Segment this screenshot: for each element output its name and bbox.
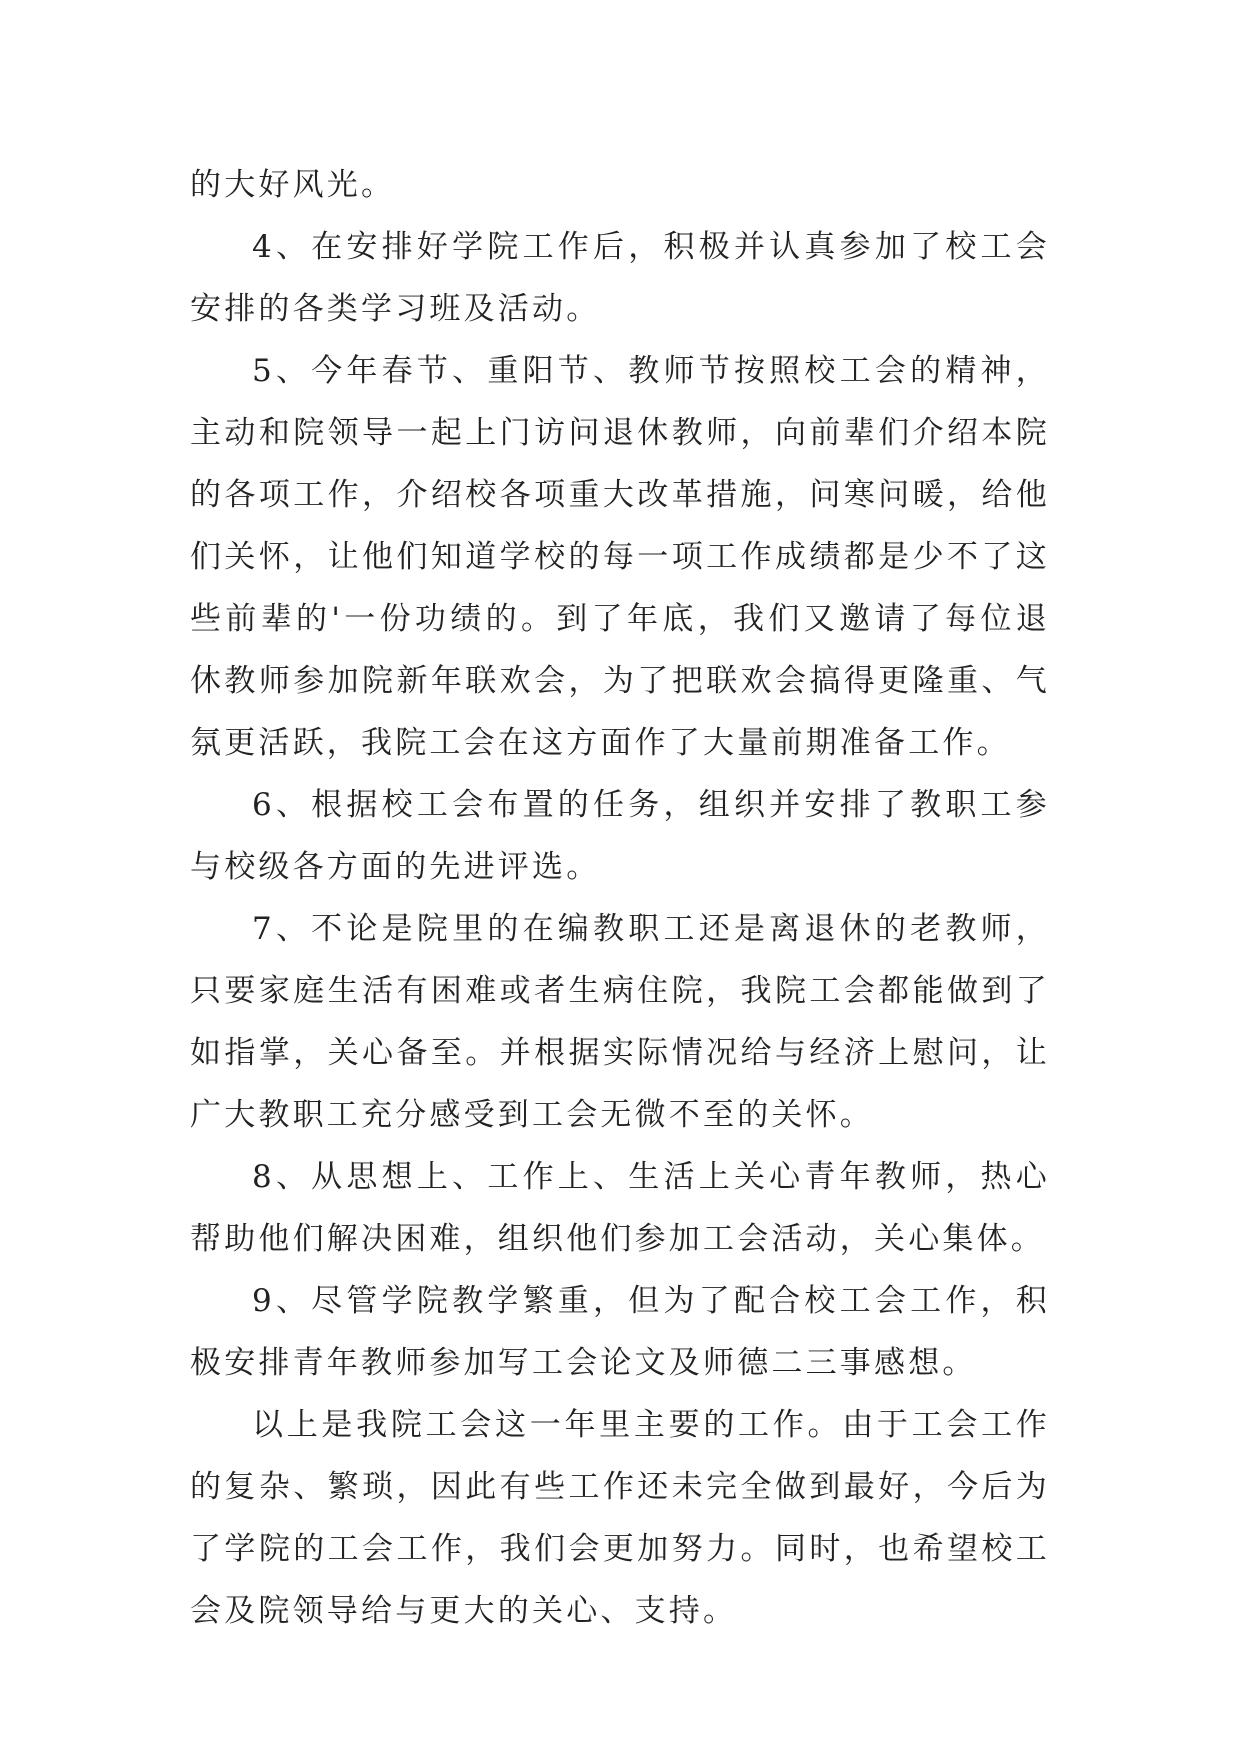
paragraph-continuation: 的大好风光。 (190, 167, 396, 203)
paragraph-item-9: 9、尽管学院教学繁重，但为了配合校工会工作，积极安排青年教师参加写工会论文及师德二三事感想。 (190, 1283, 1050, 1381)
paragraph-item-7: 7、不论是院里的在编教职工还是离退休的老教师，只要家庭生活有困难或者生病住院，我院工会都能做到了如指掌，关心备至。并根据实际情况给与经济上慰问，让广大教职工充分感受到工会无微不至的关怀。 (190, 911, 1050, 1133)
paragraph-item-5: 5、今年春节、重阳节、教师节按照校工会的精神，主动和院领导一起上门访问退休教师，向前辈们介绍本院的各项工作，介绍校各项重大改革措施，问寒问暖，给他们关怀，让他们知道学校的每一项工作成绩都是少不了这些前辈的'一份功绩的。到了年底，我们又邀请了每位退休教师参加院新年联欢会，为了把联欢会搞得更隆重、气氛更活跃，我院工会在这方面作了大量前期准备工作。 (190, 353, 1050, 761)
paragraph-conclusion: 以上是我院工会这一年里主要的工作。由于工会工作的复杂、繁琐，因此有些工作还未完全做到最好，今后为了学院的工会工作，我们会更加努力。同时，也希望校工会及院领导给与更大的关心、支持。 (190, 1407, 1050, 1629)
paragraph-item-4: 4、在安排好学院工作后，积极并认真参加了校工会安排的各类学习班及活动。 (190, 229, 1050, 327)
paragraph-item-6: 6、根据校工会布置的任务，组织并安排了教职工参与校级各方面的先进评选。 (190, 787, 1050, 885)
paragraph-item-8: 8、从思想上、工作上、生活上关心青年教师，热心帮助他们解决困难，组织他们参加工会活动，关心集体。 (190, 1159, 1050, 1257)
document-body (190, 154, 1050, 1642)
